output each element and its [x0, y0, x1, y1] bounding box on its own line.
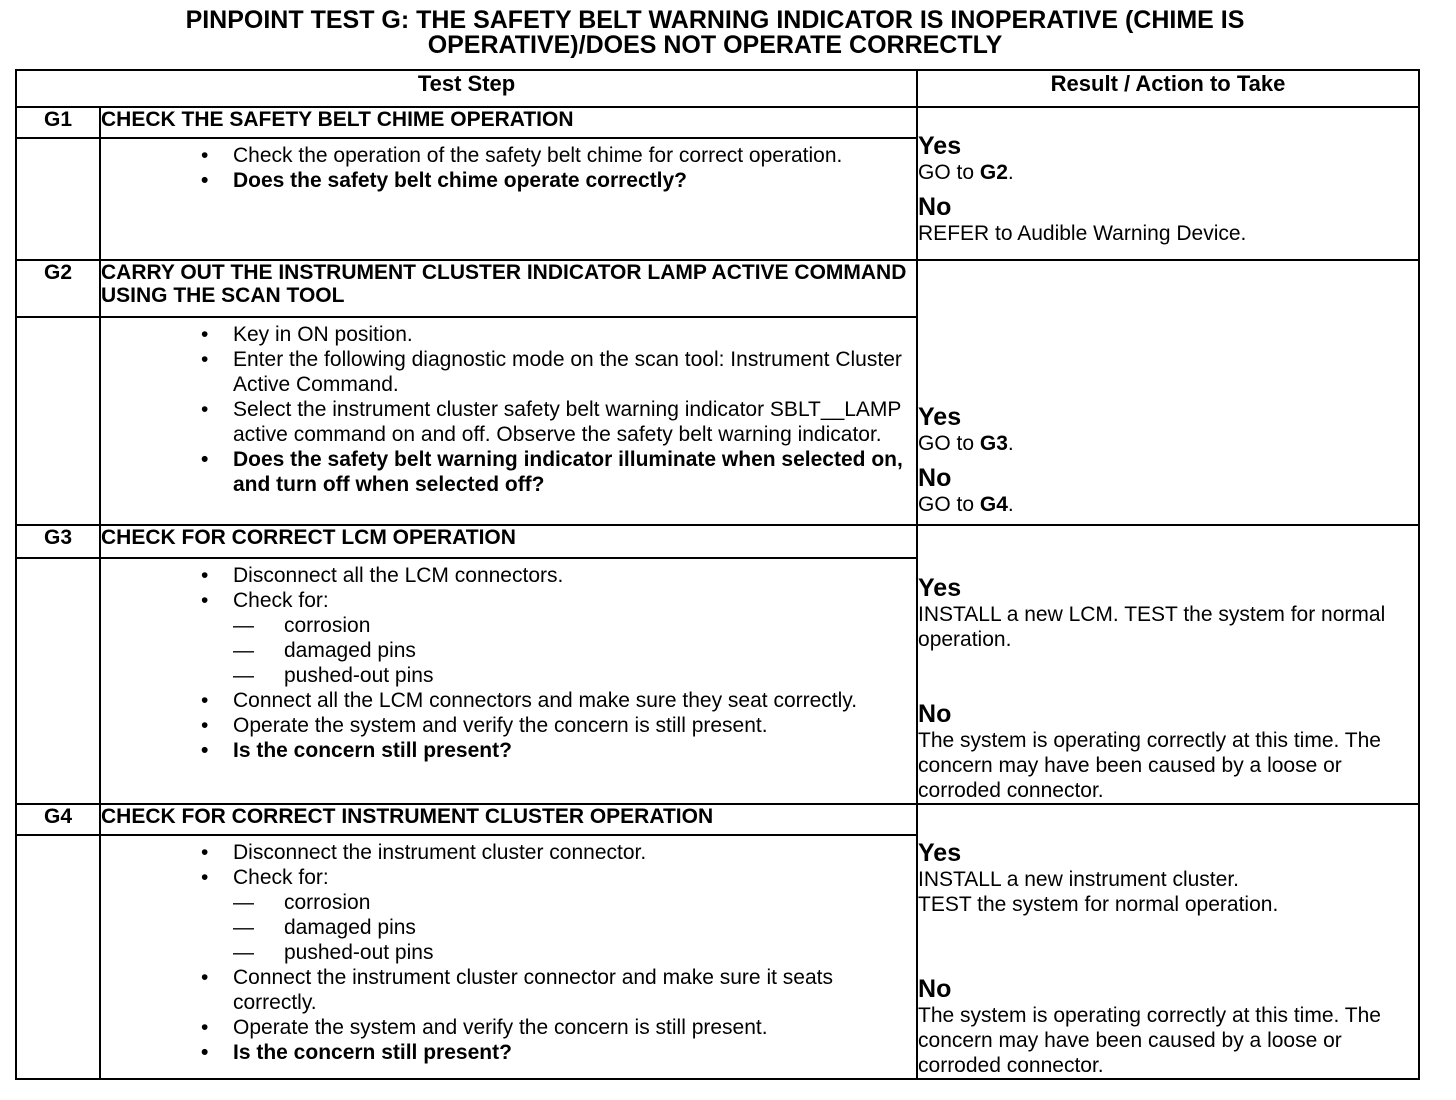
- step-body-g2: [100, 317, 917, 525]
- no-action: REFER to Audible Warning Device.: [918, 222, 1247, 245]
- result-g4: [917, 804, 1419, 1079]
- no-action: The system is operating correctly at this time. The concern may have been caused by a loose or corroded connector.: [918, 1004, 1381, 1077]
- result-g1: [917, 107, 1419, 260]
- list-item: — pushed-out pins: [101, 940, 916, 965]
- list-item: • Is the concern still present?: [101, 1040, 916, 1065]
- list-item: • Operate the system and verify the concern is still present.: [101, 713, 916, 738]
- step-title-g2: CARRY OUT THE INSTRUMENT CLUSTER INDICATOR LAMP ACTIVE COMMAND USING THE SCAN TOOL: [100, 260, 917, 317]
- list-item: • Connect the instrument cluster connector and make sure it seats correctly.: [101, 965, 916, 1015]
- step-title-g1: CHECK THE SAFETY BELT CHIME OPERATION: [100, 107, 917, 138]
- yes-label: Yes: [918, 574, 962, 602]
- yes-action-line-2: TEST the system for normal operation.: [918, 893, 1279, 916]
- g4-title-row: [16, 804, 1419, 835]
- step-body-g4: [100, 835, 917, 1079]
- no-action: GO to G4.: [918, 493, 1014, 516]
- list-item: • Select the instrument cluster safety belt warning indicator SBLT__LAMP active command on and off. Observe the safety belt warning indicator.: [101, 397, 916, 447]
- no-label: No: [918, 193, 952, 221]
- yes-action: GO to G2.: [918, 161, 1014, 184]
- step-id-g2: G2: [16, 260, 100, 317]
- list-item: — damaged pins: [101, 638, 916, 663]
- step-title-g4: CHECK FOR CORRECT INSTRUMENT CLUSTER OPERATION: [100, 804, 917, 835]
- list-item: • Does the safety belt chime operate correctly?: [101, 168, 916, 193]
- no-label: No: [918, 975, 952, 1003]
- title-line-2: OPERATIVE)/DOES NOT OPERATE CORRECTLY: [427, 31, 1003, 59]
- list-item: • Does the safety belt warning indicator illuminate when selected on, and turn off when selected off?: [101, 447, 916, 497]
- page-title: [0, 8, 1430, 58]
- list-item: • Connect all the LCM connectors and make sure they seat correctly.: [101, 688, 916, 713]
- list-item: • Key in ON position.: [101, 322, 916, 347]
- step-id-g3: G3: [16, 525, 100, 558]
- list-item: — corrosion: [101, 613, 916, 638]
- g2-title-row: [16, 260, 1419, 317]
- yes-action: INSTALL a new LCM. TEST the system for normal operation.: [918, 603, 1386, 651]
- yes-label: Yes: [918, 839, 962, 867]
- test-step-header: Test Step: [16, 70, 917, 107]
- list-item: • Check the operation of the safety belt chime for correct operation.: [101, 143, 916, 168]
- list-item: • Disconnect the instrument cluster connector.: [101, 840, 916, 865]
- yes-action: GO to G3.: [918, 432, 1014, 455]
- step-body-g3: [100, 558, 917, 804]
- list-item: • Check for:: [101, 588, 916, 613]
- step-body-g1: [100, 138, 917, 260]
- step-id-g1: G1: [16, 107, 100, 138]
- yes-label: Yes: [918, 132, 962, 160]
- no-action: The system is operating correctly at this time. The concern may have been caused by a loose or corroded connector.: [918, 729, 1381, 802]
- step-title-g3: CHECK FOR CORRECT LCM OPERATION: [100, 525, 917, 558]
- list-item: • Is the concern still present?: [101, 738, 916, 763]
- no-label: No: [918, 464, 952, 492]
- pinpoint-test-table: [15, 69, 1420, 1080]
- result-g3: [917, 525, 1419, 804]
- list-item: — damaged pins: [101, 915, 916, 940]
- list-item: • Disconnect all the LCM connectors.: [101, 563, 916, 588]
- result-header: Result / Action to Take: [917, 70, 1419, 107]
- title-line-1: PINPOINT TEST G: THE SAFETY BELT WARNING INDICATOR IS INOPERATIVE (CHIME IS: [185, 6, 1245, 34]
- list-item: — corrosion: [101, 890, 916, 915]
- list-item: • Enter the following diagnostic mode on the scan tool: Instrument Cluster Active Command.: [101, 347, 916, 397]
- g1-title-row: [16, 107, 1419, 138]
- list-item: — pushed-out pins: [101, 663, 916, 688]
- g3-title-row: [16, 525, 1419, 558]
- result-g2: [917, 260, 1419, 525]
- step-id-g4: G4: [16, 804, 100, 835]
- yes-action-line-1: INSTALL a new instrument cluster.: [918, 868, 1239, 891]
- list-item: • Check for:: [101, 865, 916, 890]
- header-row: [16, 70, 1419, 107]
- yes-label: Yes: [918, 403, 962, 431]
- no-label: No: [918, 700, 952, 728]
- list-item: • Operate the system and verify the concern is still present.: [101, 1015, 916, 1040]
